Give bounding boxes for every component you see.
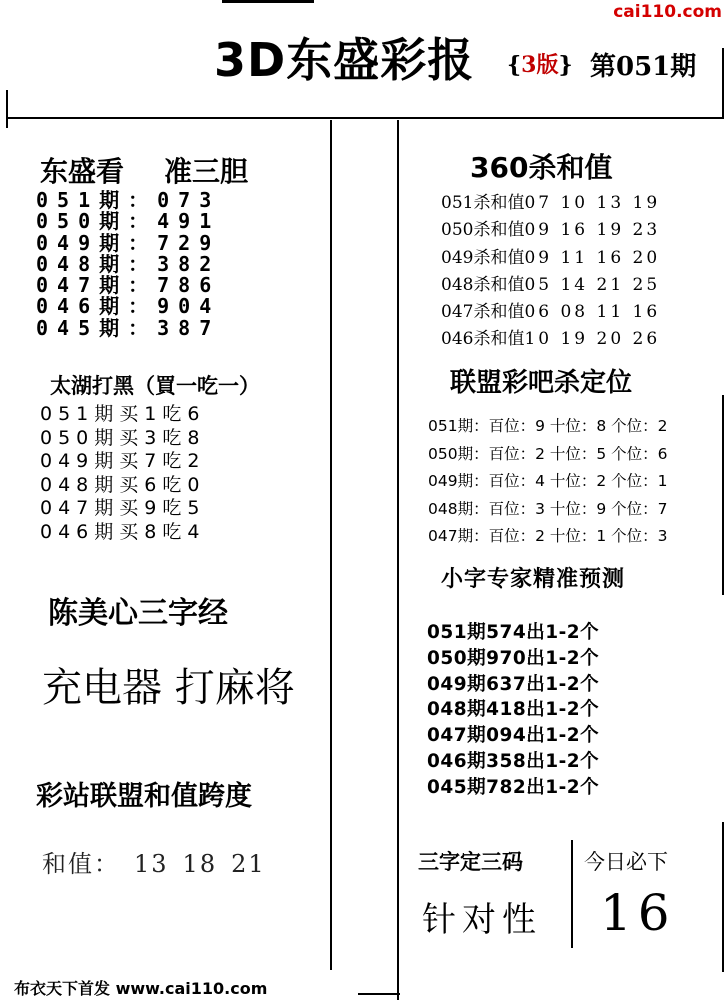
sha-dingwei-list: [428, 413, 668, 551]
sha-hezhi-list: [441, 190, 660, 354]
list-item: 046期358出1-2个: [427, 750, 600, 772]
header-bottom-rule: [6, 117, 724, 119]
sanma-title: 三字定三码: [418, 850, 523, 874]
expert-forecast-list: [427, 620, 599, 801]
row-numbers: 06 08 11 16: [524, 302, 661, 323]
edition-label: [507, 48, 573, 79]
left-outer-border: [6, 90, 8, 128]
list-item: [441, 245, 660, 272]
sanDan-title-part-a: 东盛看: [40, 155, 125, 188]
right-border-segment-2: [722, 822, 724, 972]
sanzijing-title: 陈美心三字经: [48, 596, 228, 631]
row-label: 047杀和值: [441, 302, 525, 323]
left-panel-divider: [330, 120, 332, 970]
row-numbers: 10 19 20 26: [524, 329, 661, 350]
edition-number: 3版: [521, 52, 559, 78]
list-item: 050期买3吃8: [40, 426, 206, 449]
sanDan-title: [40, 150, 248, 190]
list-item: 050期：491: [36, 209, 221, 234]
list-item: 050期970出1-2个: [427, 647, 600, 669]
right-outer-border-top: [722, 48, 724, 118]
list-item: 048期418出1-2个: [427, 699, 600, 721]
edition-close-brace: }: [558, 52, 573, 78]
sanDan-title-part-b: 准三胆: [164, 155, 249, 188]
site-watermark: cai110.com: [613, 2, 722, 22]
row-label: 048杀和值: [441, 274, 525, 295]
list-item: 047期：786: [36, 273, 221, 298]
list-item: [441, 272, 660, 299]
hezhi-label: 和值：: [42, 850, 120, 878]
row-numbers: 07 10 13 19: [524, 193, 661, 213]
taihu-title: 太湖打黑（買一吃一）: [50, 374, 260, 398]
list-item: 046期：904: [36, 294, 221, 319]
sanzijing-words: 充电器 打麻将: [42, 665, 295, 711]
footer-credit: 布衣天下首发 www.cai110.com: [14, 979, 268, 998]
hezhi-value: 13: [134, 850, 169, 878]
right-border-segment-1: [722, 395, 724, 595]
list-item: 051期：073: [36, 188, 221, 212]
list-item: 050期：百位：2 十位：5 个位：6: [428, 444, 668, 463]
list-item: 047期买9吃5: [40, 497, 206, 519]
list-item: 048期：382: [36, 251, 221, 276]
list-item: 047期094出1-2个: [427, 725, 600, 747]
list-item: 049期买7吃2: [40, 450, 206, 472]
list-item: [441, 299, 660, 326]
expert-forecast-title: 小字专家精准预测: [441, 567, 626, 592]
list-item: 049期：百位：4 十位：2 个位：1: [428, 472, 668, 490]
hezhi-values: [42, 844, 266, 879]
row-label: 051杀和值: [441, 193, 525, 213]
sha-dingwei-title: 联盟彩吧杀定位: [450, 368, 633, 398]
bixia-number: 16: [600, 884, 676, 942]
row-numbers: 05 14 21 25: [524, 274, 661, 295]
sanma-text: 针对性: [422, 900, 542, 940]
hezhi-value: 21: [231, 850, 266, 878]
page-title: 3D东盛彩报: [214, 33, 475, 87]
list-item: 048期买6吃0: [40, 473, 206, 496]
list-item: 045期：387: [36, 315, 221, 340]
footer-rule: [358, 993, 400, 995]
row-label: 046杀和值: [441, 329, 525, 350]
sha-hezhi-title: 360杀和值: [470, 151, 613, 184]
list-item: [441, 217, 660, 244]
list-item: 045期782出1-2个: [427, 776, 600, 798]
row-label: 049杀和值: [441, 247, 525, 268]
list-item: [441, 190, 660, 217]
row-numbers: 09 11 16 20: [524, 247, 661, 268]
list-item: 047期：百位：2 十位：1 个位：3: [428, 527, 668, 545]
taihu-list: [40, 403, 205, 544]
bixia-title: 今日必下: [584, 850, 668, 874]
list-item: 051期：百位：9 十位：8 个位：2: [428, 417, 668, 435]
row-numbers: 09 16 19 23: [524, 220, 661, 241]
sanDan-list: [36, 190, 220, 339]
center-divider: [397, 120, 399, 1000]
list-item: 051期574出1-2个: [427, 622, 600, 643]
list-item: 048期：百位：3 十位：9 个位：7: [428, 499, 668, 518]
hezhi-kuadu-title: 彩站联盟和值跨度: [36, 781, 252, 812]
list-item: 046期买8吃4: [40, 520, 206, 543]
header-top-rule: [222, 0, 314, 3]
list-item: [441, 326, 660, 353]
list-item: 049期637出1-2个: [427, 673, 600, 695]
list-item: 049期：729: [36, 230, 221, 255]
hezhi-value: 18: [182, 850, 218, 878]
issue-number: 第051期: [590, 52, 697, 82]
row-label: 050杀和值: [441, 220, 525, 241]
list-item: 051期买1吃6: [40, 403, 206, 425]
box-divider: [571, 840, 573, 948]
edition-open-brace: {: [507, 52, 522, 78]
